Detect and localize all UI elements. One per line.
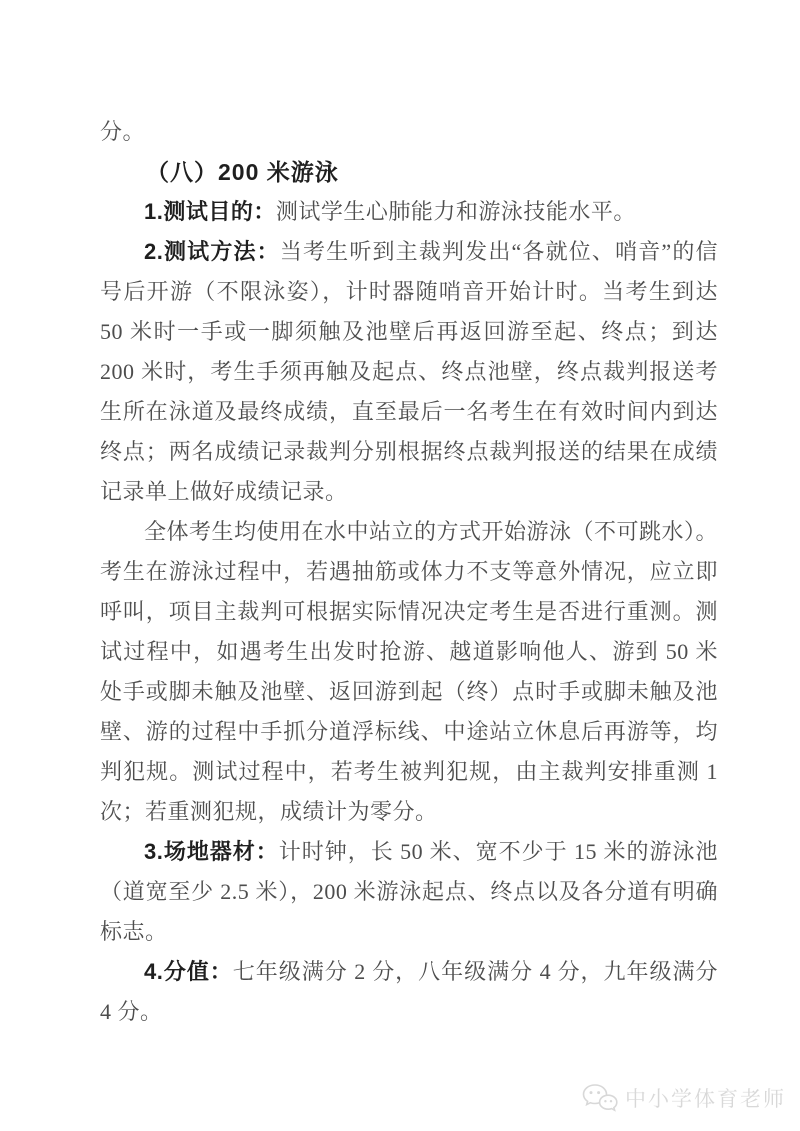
paragraph-test-purpose <box>100 192 718 232</box>
document-content <box>100 112 718 1032</box>
paragraph-label: 1.测试目的： <box>144 199 276 224</box>
paragraph-text: 当考生听到主裁判发出“各就位、哨音”的信号后开游（不限泳姿），计时器随哨音开始计时。当考生到达 50 米时一手或一脚须触及池壁后再返回游至起、终点；到达 200 米时，考生手须再触及起点、终点池壁，终点裁判报送考生所在泳道及最终成绩，直至最后一名考生在有效时间内到达终点；两名成绩记录裁判分别根据终点裁判报送的结果在成绩记录单上做好成绩记录。 <box>100 239 718 504</box>
paragraph-label: 2.测试方法： <box>144 239 280 264</box>
carryover-line: 分。 <box>100 119 146 144</box>
paragraph-label: 3.场地器材： <box>144 839 279 864</box>
section-heading: （八）200 米游泳 <box>146 159 339 185</box>
paragraph-equipment <box>100 832 718 952</box>
watermark-text: 中小学体育老师 <box>625 1088 786 1111</box>
watermark <box>582 1083 786 1113</box>
paragraph-text: 计时钟，长 50 米、宽不少于 15 米的游泳池（道宽至少 2.5 米），200 米游泳起点、终点以及各分道有明确标志。 <box>100 839 718 944</box>
paragraph-text: 七年级满分 2 分，八年级满分 4 分，九年级满分 4 分。 <box>100 959 718 1024</box>
paragraph-test-method <box>100 232 718 512</box>
paragraph-text: 全体考生均使用在水中站立的方式开始游泳（不可跳水）。考生在游泳过程中，若遇抽筋或体力不支等意外情况，应立即呼叫，项目主裁判可根据实际情况决定考生是否进行重测。测试过程中，如遇考生出发时抢游、越道影响他人、游到 50 米处手或脚未触及池壁、返回游到起（终）点时手或脚未触及池壁、游的过程中手抓分道浮标线、中途站立休息后再游等，均判犯规。测试过程中，若考生被判犯规，由主裁判安排重测 1 次；若重测犯规，成绩计为零分。 <box>100 519 719 824</box>
wechat-icon <box>582 1083 618 1113</box>
paragraph-rules <box>100 512 718 832</box>
paragraph-text: 测试学生心肺能力和游泳技能水平。 <box>275 199 636 224</box>
paragraph-score-value <box>100 952 718 1032</box>
paragraph-label: 4.分值： <box>144 959 233 984</box>
